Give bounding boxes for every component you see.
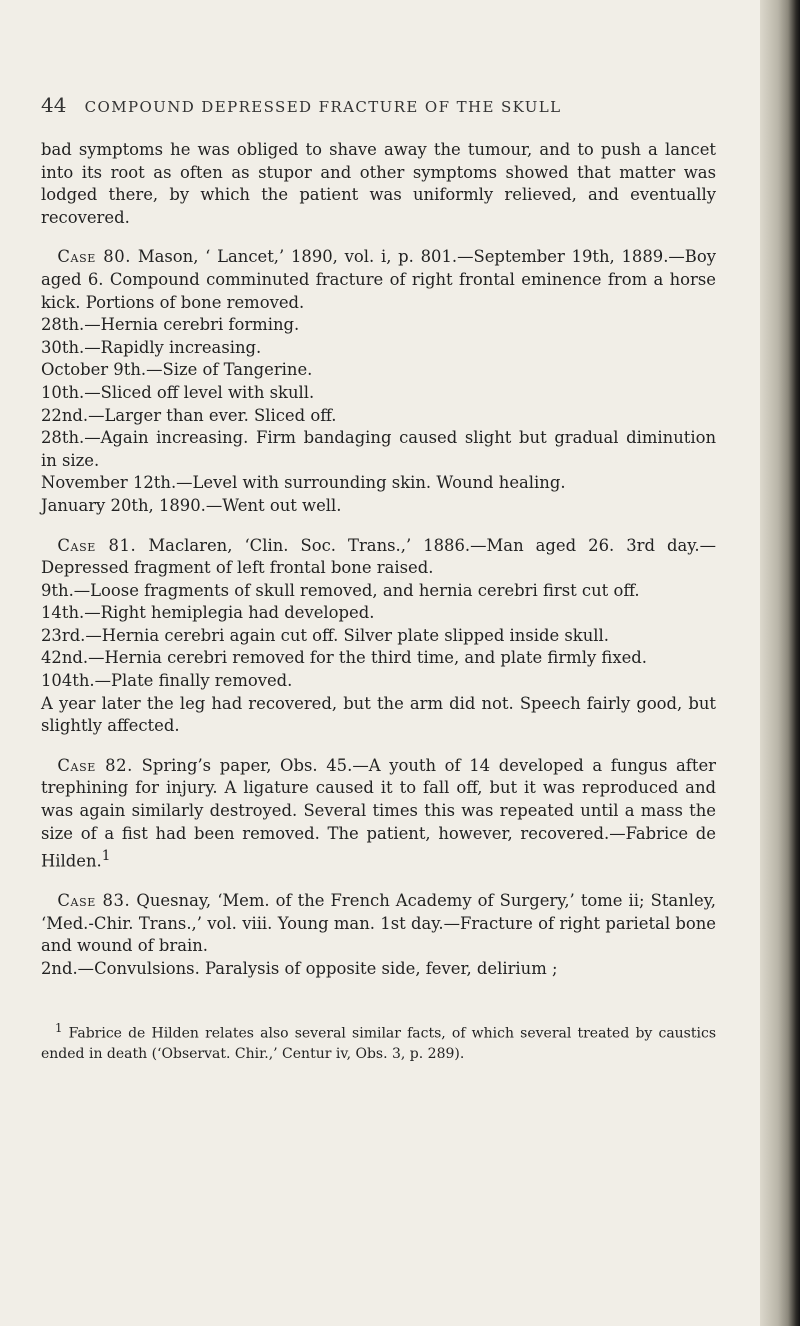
footnote-mark: 1	[55, 1021, 63, 1035]
case-label: Case 80.	[57, 247, 132, 267]
case-81-entry: 9th.—Loose fragments of skull removed, and hernia cerebri first cut off.	[41, 580, 640, 600]
footnote	[41, 1018, 716, 1064]
case-83-entry: 2nd.—Convulsions. Paralysis of opposite side, fever, delirium ;	[41, 959, 558, 979]
case-81-entry: 42nd.—Hernia cerebri removed for the third time, and plate firmly fixed.	[41, 648, 647, 668]
case-label: Case 82.	[57, 755, 133, 775]
intro-paragraph: bad symptoms he was obliged to shave away the tumour, and to push a lancet into its root as often as stupor and other symptoms showed that matter was lodged there, by which the patient was uniformly relieved, and eventually recovered.	[41, 140, 716, 227]
case-80-entry: November 12th.—Level with surrounding skin. Wound healing.	[41, 473, 566, 493]
case-80-entry: 28th.—Again increasing. Firm bandaging caused slight but gradual diminution in size.	[41, 428, 716, 470]
case-80-entry: January 20th, 1890.—Went out well.	[41, 495, 342, 515]
case-80-heading: Case 80. Mason, ‘ Lancet,’ 1890, vol. i, p. 801.—September 19th, 1889.—Boy aged 6. Compound comminuted fracture of right frontal eminence from a horse kick. Portions of bone removed.	[41, 247, 716, 312]
footnote-text: Fabrice de Hilden relates also several similar facts, of which several treated by caustics ended in death (‘Observat. Chir.,’ Centur iv, Obs. 3, p. 289).	[41, 1025, 717, 1062]
case-81-entry: A year later the leg had recovered, but the arm did not. Speech fairly good, but slightly affected.	[41, 693, 716, 736]
case-80-entry: 10th.—Sliced off level with skull.	[41, 382, 315, 402]
case-81-entry: 14th.—Right hemiplegia had developed.	[41, 603, 375, 623]
case-80-entry: 22nd.—Larger than ever. Sliced off.	[41, 405, 337, 425]
case-label: Case 83.	[57, 891, 131, 911]
case-label: Case 81.	[57, 535, 137, 555]
case-82-paragraph: Case 82. Spring’s paper, Obs. 45.—A youth of 14 developed a fungus after trephining for injury. A ligature caused it to fall off, but it was reproduced and was again similarly destroyed. Several times this was repeated until a mass the size of a fist had been removed. The patient, however, recovered.—Fabrice de Hilden.$^1$	[41, 755, 716, 871]
case-80-entry: 28th.—Hernia cerebri forming.	[41, 315, 300, 335]
case-80-entry: October 9th.—Size of Tangerine.	[41, 360, 313, 380]
case-81-heading: Case 81. Maclaren, ‘Clin. Soc. Trans.,’ 1886.—Man aged 26. 3rd day.—Depressed fragment of left frontal bone raised.	[41, 535, 716, 578]
running-title: COMPOUND DEPRESSED FRACTURE OF THE SKULL	[84, 98, 562, 116]
running-header	[41, 93, 641, 117]
case-80-entry: 30th.—Rapidly increasing.	[41, 337, 262, 357]
page-number: 44	[41, 93, 67, 117]
case-83-heading: Case 83. Quesnay, ‘Mem. of the French Academy of Surgery,’ tome ii; Stanley, ‘Med.-Chir. Trans.,’ vol. viii. Young man. 1st day.—Fracture of right parietal bone and wound of brain.	[41, 891, 716, 956]
page-body	[41, 139, 716, 981]
footnote-ref: 1	[101, 848, 111, 865]
case-81-entry: 104th.—Plate finally removed.	[41, 671, 293, 691]
case-81-entry: 23rd.—Hernia cerebri again cut off. Silver plate slipped inside skull.	[41, 625, 609, 645]
page-edge-shadow	[760, 0, 800, 1326]
